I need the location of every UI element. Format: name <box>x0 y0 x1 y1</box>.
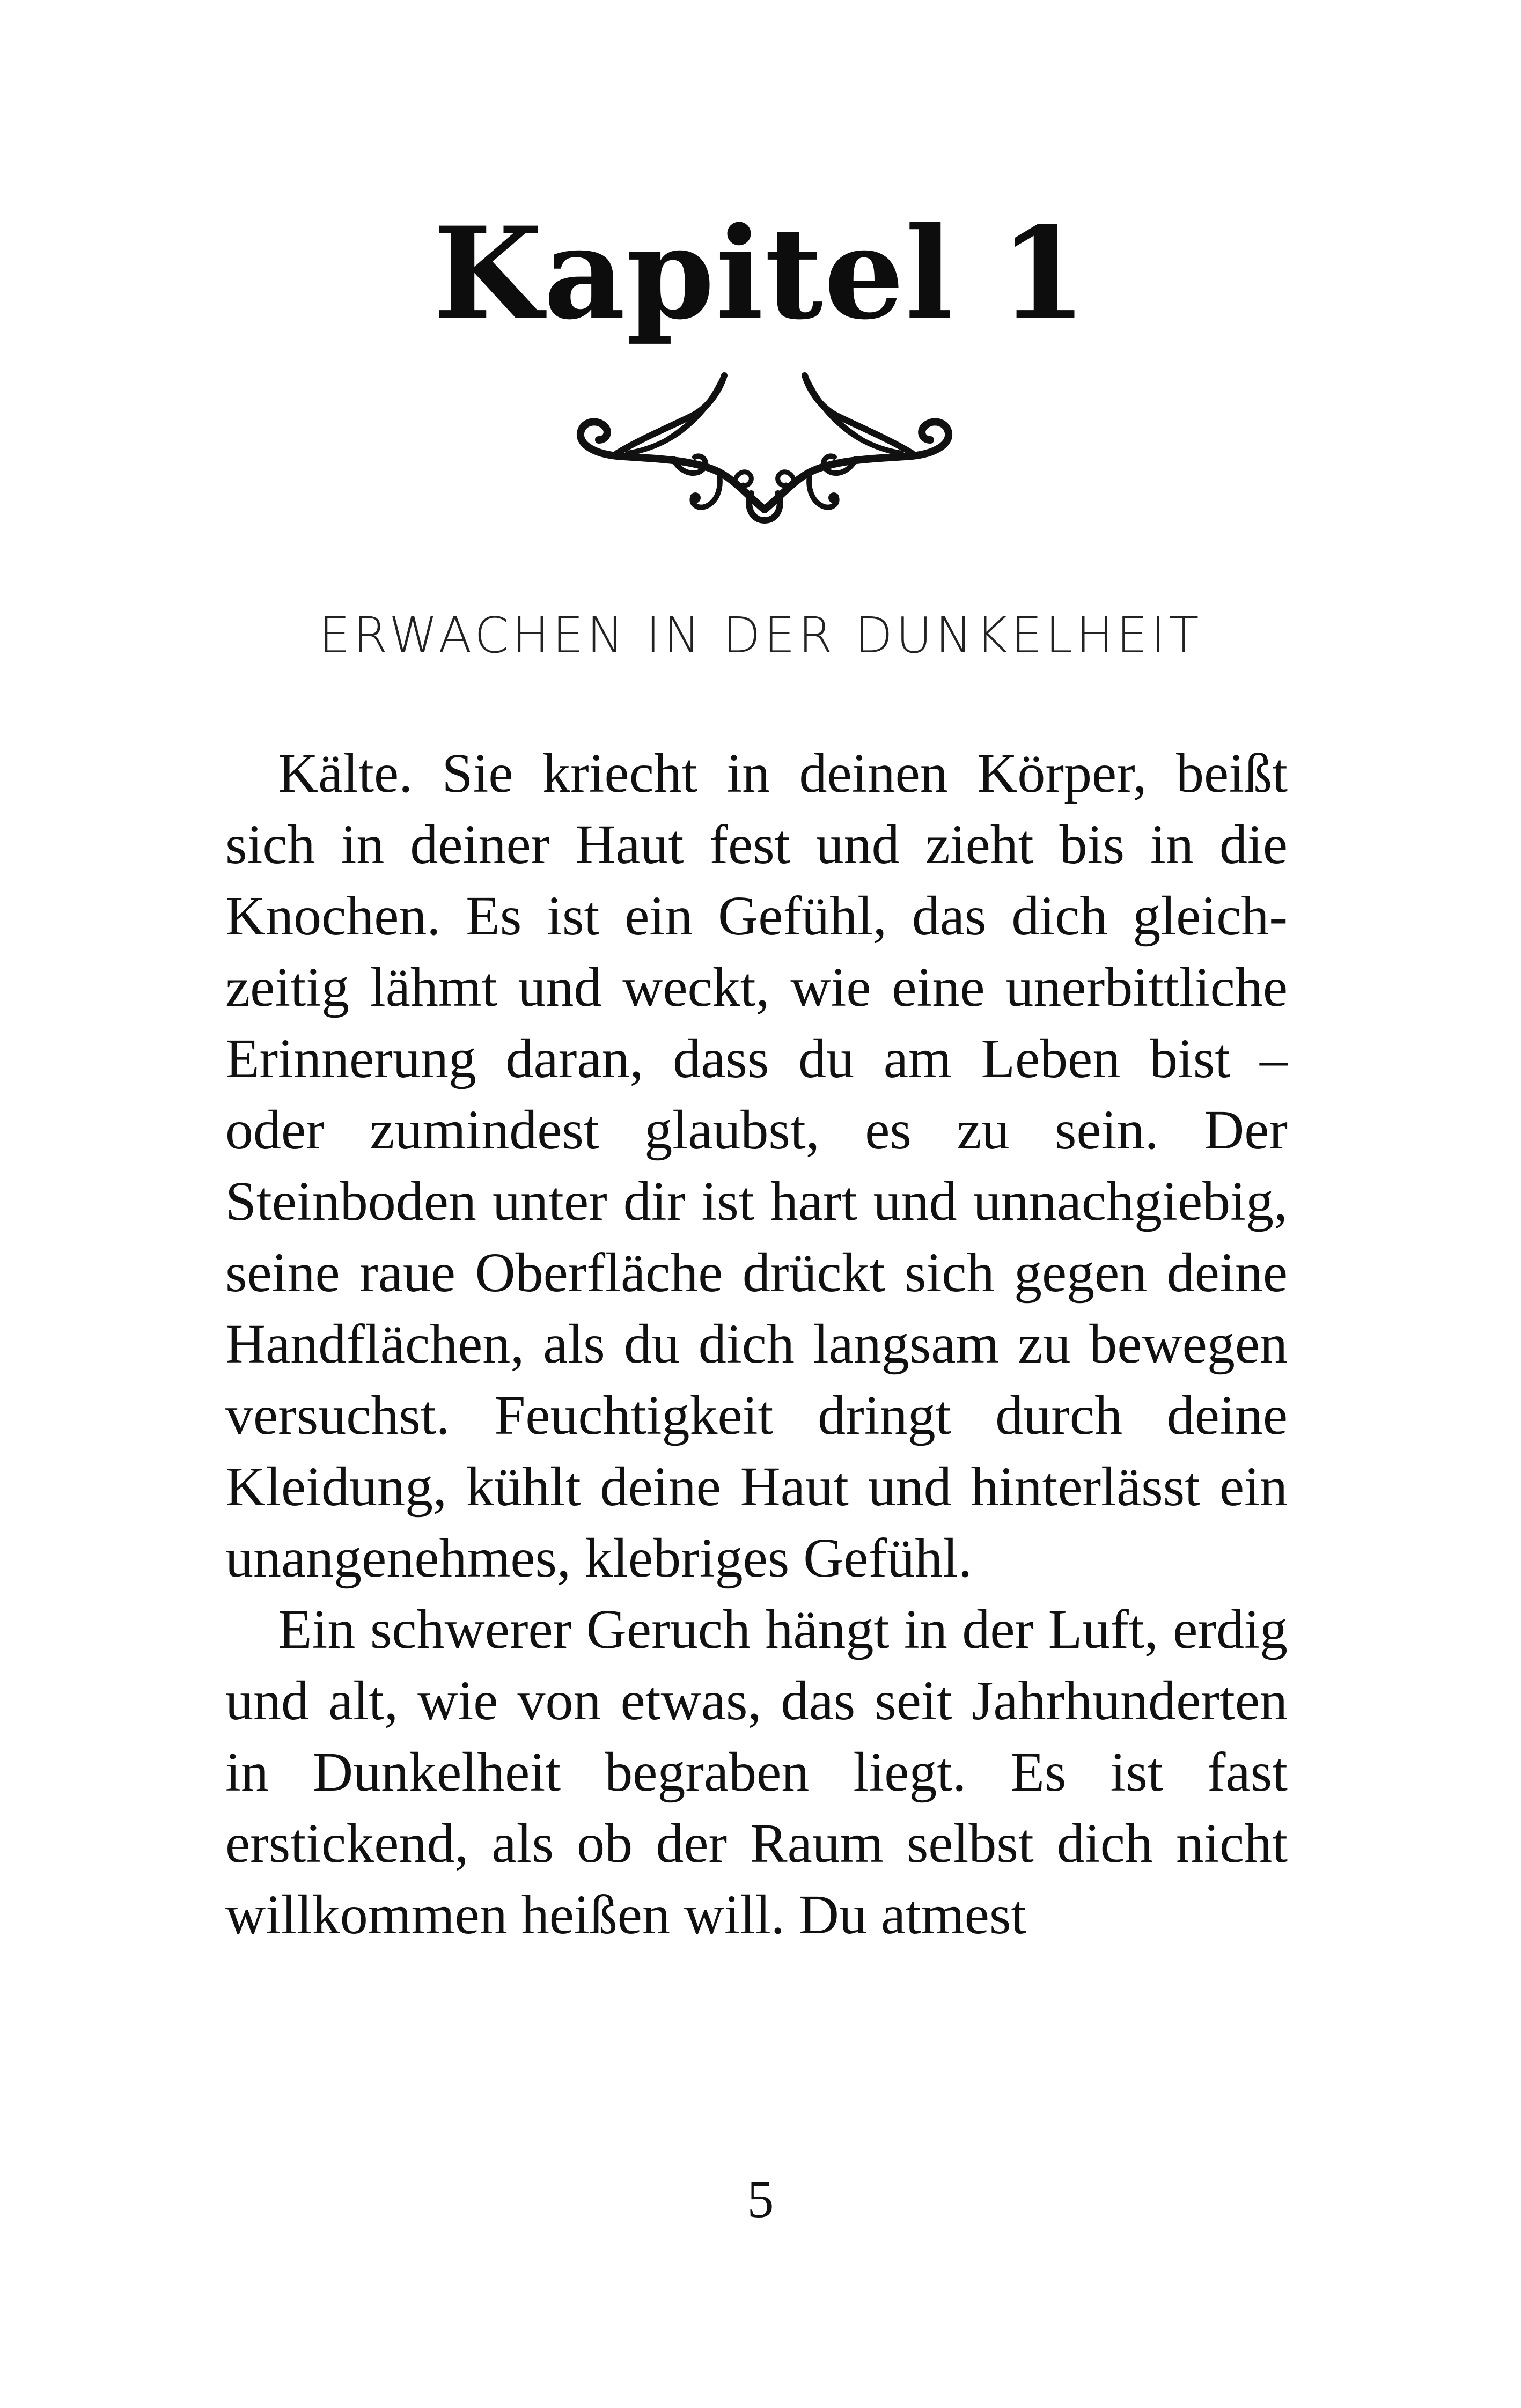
flourish-ornament-icon <box>558 365 971 526</box>
paragraph: Kälte. Sie kriecht in deinen Körper, beißt sich in deiner Haut fest und zieht bis in die Knochen. Es ist ein Gefühl, das dich gleichzeitig lähmt und weckt, wie eine unerbittliche Erinnerung daran, dass du am Leben bist – oder zumindest glaubst, es zu sein. Der Steinboden unter dir ist hart und unnachgiebig, seine raue Oberfläche drückt sich gegen deine Handflächen, als du dich langsam zu bewegen versuchst. Feuchtigkeit dringt durch deine Kleidung, kühlt deine Haut und hinterlässt ein unangenehmes, klebriges Gefühl. <box>225 742 1288 1589</box>
chapter-body <box>225 738 1288 1950</box>
page-number: 5 <box>747 2169 774 2229</box>
chapter-title: Kapitel 1 <box>433 200 1088 348</box>
paragraph: Ein schwerer Geruch hängt in der Luft, erdig und alt, wie von etwas, das seit Jahrhunderten in Dunkelheit begraben liegt. Es ist fast erstickend, als ob der Raum selbst dich nicht willkommen heißen will. Du atmest <box>225 1599 1288 1946</box>
chapter-subtitle: ERWACHEN IN DER DUNKELHEIT <box>319 607 1202 664</box>
